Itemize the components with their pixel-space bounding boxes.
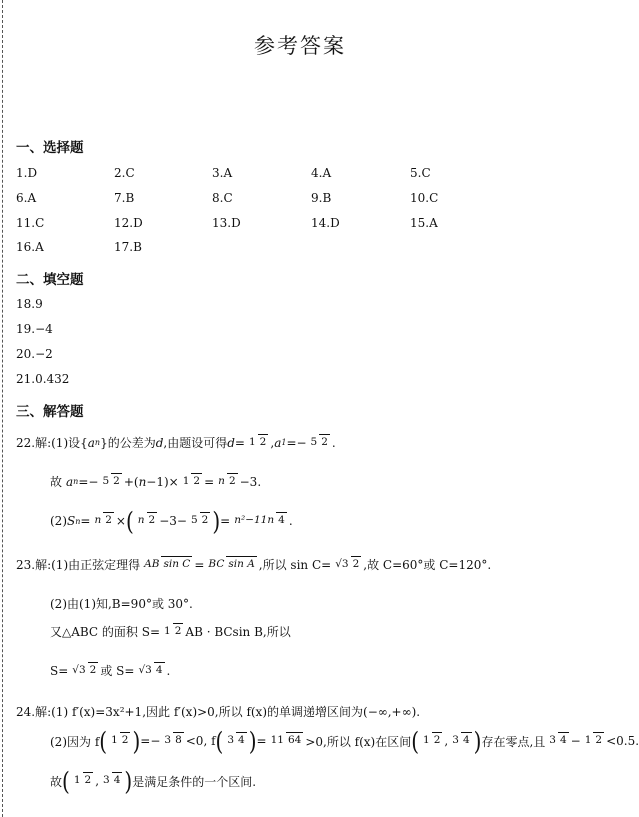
fraction: [189, 515, 210, 527]
denominator: 2: [201, 514, 209, 527]
text: −1)×: [146, 474, 179, 489]
answer-item: 21.0.432: [16, 372, 70, 386]
text: =−: [286, 435, 307, 450]
fraction: [269, 735, 304, 747]
denominator: 2: [595, 734, 603, 747]
fraction: [100, 476, 121, 488]
numerator: 1: [111, 734, 118, 747]
text: 24.解:(1) f′(x)=3x²+1,因此 f′(x)>0,所以 f(x)的单调递增区间为(−∞,+∞).: [16, 705, 421, 719]
answer-item: 7.B: [114, 191, 135, 205]
numerator: √3: [335, 557, 349, 570]
numerator: 11: [270, 734, 284, 747]
q23-line-3: [50, 623, 291, 640]
denominator: 2: [121, 734, 129, 747]
text: =: [256, 734, 267, 748]
numerator: 3: [103, 774, 110, 787]
text: S=: [50, 663, 69, 678]
numerator: 3: [549, 734, 556, 747]
answer-item: 13.D: [212, 216, 241, 230]
numerator: 1: [182, 474, 190, 487]
text: +(: [123, 474, 139, 489]
text: a: [274, 435, 282, 450]
fraction: [216, 476, 237, 488]
numerator: n²−11n: [234, 514, 275, 527]
text: (2)因为 f: [50, 734, 100, 749]
answer-item: 3.A: [212, 166, 233, 180]
text: n: [138, 474, 147, 489]
denominator: 4: [462, 734, 470, 747]
fraction: [421, 735, 442, 747]
denominator: 4: [278, 514, 285, 527]
numerator: n: [94, 514, 102, 527]
fraction: [72, 775, 93, 787]
numerator: BC: [208, 557, 225, 570]
fraction: [225, 735, 246, 747]
text: ,由题设可得: [163, 436, 228, 450]
fraction: [247, 437, 268, 449]
text: −: [570, 734, 581, 748]
denominator: 2: [193, 474, 201, 487]
denominator: 2: [113, 474, 120, 487]
denominator: 2: [259, 435, 267, 448]
numerator: √3: [138, 663, 152, 676]
paren: (: [99, 726, 108, 756]
text: n: [73, 477, 79, 486]
text: 23.解:(1)由正弦定理得: [16, 558, 141, 572]
answer-item: 12.D: [114, 216, 143, 230]
numerator: 1: [164, 624, 171, 637]
text: 存在零点,且: [481, 734, 546, 749]
paren: (: [62, 766, 70, 796]
fraction: [309, 437, 330, 449]
denominator: 4: [155, 663, 163, 676]
text: −3.: [239, 474, 262, 489]
text: ,所以 sin C=: [258, 558, 332, 572]
numerator: 3: [227, 734, 235, 747]
text: >0,所以 f(x)在区间: [305, 734, 412, 749]
numerator: 1: [584, 734, 592, 747]
text: .: [288, 514, 293, 528]
answer-item: 5.C: [410, 166, 431, 180]
text: <0, f: [185, 734, 216, 748]
numerator: AB: [144, 557, 160, 570]
denominator: 8: [175, 734, 182, 747]
denominator: 64: [287, 734, 302, 747]
fraction: [142, 559, 192, 571]
denominator: 2: [174, 624, 182, 637]
fraction: [136, 665, 164, 677]
text: (2)由(1)知,B=90°或 30°.: [50, 597, 193, 611]
answer-item: 4.A: [311, 166, 332, 180]
paren: ): [132, 726, 141, 756]
numerator: 1: [423, 734, 430, 747]
numerator: 3: [164, 734, 172, 747]
text: a: [66, 474, 74, 489]
section-heading-choice: 一、选择题: [16, 140, 84, 156]
q22-line-3: [50, 506, 293, 536]
text: AB · BCsin B,所以: [185, 625, 291, 639]
denominator: 2: [84, 774, 92, 787]
answer-item: 2.C: [114, 166, 135, 180]
fraction: [162, 626, 183, 638]
text: ,故 C=60°或 C=120°.: [363, 558, 492, 572]
numerator: 3: [452, 734, 459, 747]
answer-item: 19.−4: [16, 322, 53, 336]
text: −3−: [159, 514, 187, 528]
denominator: 2: [228, 474, 236, 487]
fraction: [162, 735, 183, 747]
fraction: [181, 476, 202, 488]
q24-line-3: [50, 766, 257, 796]
text: .: [331, 435, 336, 450]
text: ,: [95, 774, 100, 788]
fraction: [136, 515, 157, 527]
denominator: 2: [321, 435, 328, 448]
answer-item: 11.C: [16, 216, 45, 230]
fraction: [583, 735, 604, 747]
denominator: 4: [559, 734, 567, 747]
text: =−: [140, 734, 161, 748]
fraction: [450, 735, 471, 747]
numerator: 1: [73, 774, 81, 787]
text: 又△ABC 的面积 S=: [50, 625, 161, 639]
text: .: [166, 663, 171, 678]
page-title: 参考答案: [254, 34, 346, 58]
numerator: n: [218, 474, 225, 487]
denominator: 4: [238, 734, 245, 747]
q22-line-1: [16, 434, 336, 451]
text: }的公差为: [100, 436, 156, 450]
text: 故: [50, 774, 63, 789]
paren: (: [215, 726, 224, 756]
text: =: [80, 514, 91, 528]
text: ×: [115, 514, 126, 528]
denominator: 4: [113, 774, 121, 787]
text: n: [75, 516, 81, 526]
paren: ): [124, 766, 133, 796]
numerator: n: [137, 514, 145, 527]
paren: (: [411, 726, 420, 756]
text: =: [220, 514, 231, 528]
answer-item: 8.C: [212, 191, 233, 205]
denominator: sin A: [228, 557, 255, 570]
fraction: [206, 559, 256, 571]
fraction: [101, 775, 122, 787]
answer-item: 20.−2: [16, 347, 53, 361]
page-edge-dashed-line: [2, 0, 3, 817]
paren: ): [212, 506, 221, 536]
fraction: [70, 665, 98, 677]
text: ,: [444, 734, 449, 748]
fraction: [333, 559, 361, 571]
denominator: 2: [433, 734, 441, 747]
paren: ): [248, 726, 257, 756]
answer-item: 9.B: [311, 191, 332, 205]
text: 1: [281, 438, 287, 447]
fraction: [547, 735, 568, 747]
denominator: 2: [148, 514, 156, 527]
fraction: [92, 515, 113, 527]
text: a: [87, 435, 95, 450]
answer-item: 18.9: [16, 297, 43, 311]
answer-item: 1.D: [16, 166, 38, 180]
q23-line-4: [50, 662, 170, 679]
q24-line-2: [50, 726, 639, 756]
text: <0.5.: [606, 734, 639, 748]
q23-line-2: [50, 595, 193, 612]
text: S: [67, 514, 76, 528]
numerator: √3: [72, 663, 86, 676]
answer-item: 16.A: [16, 240, 44, 254]
fraction: [232, 515, 287, 527]
text: ,: [270, 435, 275, 450]
text: d: [227, 435, 235, 450]
denominator: 2: [352, 557, 360, 570]
q24-line-1: [16, 703, 420, 720]
answer-item: 10.C: [410, 191, 439, 205]
paren: (: [125, 506, 134, 536]
text: n: [94, 438, 101, 447]
text: 故: [50, 475, 63, 489]
answer-item: 15.A: [410, 216, 438, 230]
numerator: 1: [248, 435, 256, 448]
text: 22.解:(1)设{: [16, 436, 88, 450]
answer-item: 6.A: [16, 191, 37, 205]
numerator: 5: [190, 514, 198, 527]
answer-item: 14.D: [311, 216, 340, 230]
fraction: [109, 735, 130, 747]
denominator: 2: [89, 663, 97, 676]
text: 或 S=: [100, 664, 135, 678]
text: (2): [50, 514, 67, 528]
numerator: 5: [310, 435, 318, 448]
section-heading-fill: 二、填空题: [16, 272, 84, 288]
text: =: [194, 557, 205, 572]
text: =: [234, 435, 245, 450]
q22-line-2: [50, 473, 261, 490]
text: 是满足条件的一个区间.: [132, 774, 257, 789]
denominator: 2: [105, 514, 112, 527]
paren: ): [473, 726, 482, 756]
q23-line-1: [16, 556, 491, 573]
answer-item: 17.B: [114, 240, 142, 254]
text: =: [204, 474, 215, 489]
section-heading-solve: 三、解答题: [16, 404, 84, 420]
text: =−: [78, 474, 99, 489]
numerator: 5: [102, 474, 110, 487]
denominator: sin C: [163, 557, 191, 570]
text: d: [155, 435, 164, 450]
